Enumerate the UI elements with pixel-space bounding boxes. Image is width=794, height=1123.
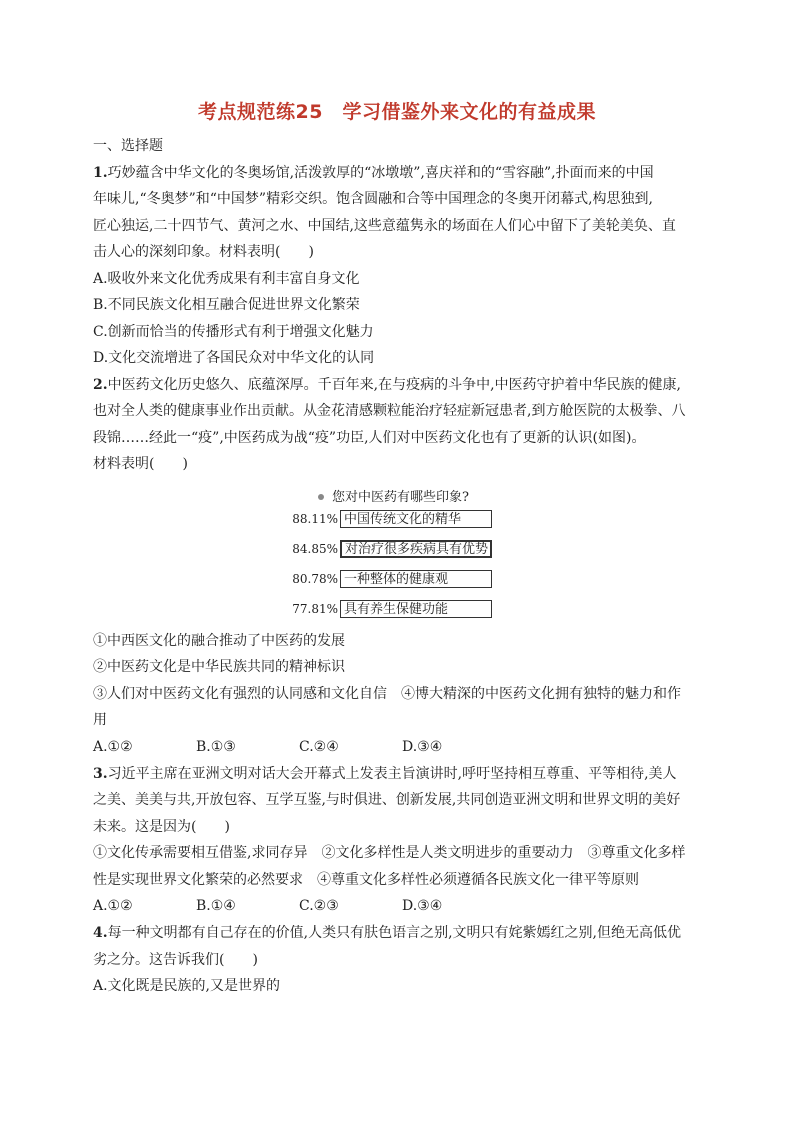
section-heading: 一、选择题 [93, 138, 163, 154]
choice-a: A.①② [93, 898, 133, 914]
choice-b: B.①③ [196, 738, 236, 755]
statement: ②中医药文化是中华民族共同的精神标识 [93, 659, 345, 675]
choice-c: C.②③ [299, 898, 339, 914]
option-d: D.文化交流增进了各国民众对中华文化的认同 [93, 350, 375, 366]
survey-label: 具有养生保健功能 [340, 600, 492, 618]
survey-label: 中国传统文化的精华 [340, 510, 492, 528]
statement: 用 [93, 712, 107, 728]
statement: 性是实现世界文化繁荣的必然要求 ④尊重文化多样性必须遵循各民族文化一律平等原则 [93, 871, 639, 888]
option-c: C.创新而恰当的传播形式有利于增强文化魅力 [93, 323, 374, 340]
survey-percent: 77.81% [292, 601, 338, 616]
question-line: 2.中医药文化历史悠久、底蕴深厚。千百年来,在与疫病的斗争中,中医药守护着中华民族的健康, [93, 376, 681, 393]
question-number: 3. [93, 765, 108, 782]
question-line: 劣之分。这告诉我们( ) [93, 951, 258, 968]
question-line: 也对全人类的健康事业作出贡献。从金花清感颗粒能治疗轻症新冠患者,到方舱医院的太极拳、八 [93, 403, 686, 419]
survey-figure [93, 484, 703, 624]
statement: ①文化传承需要相互借鉴,求同存异 ②文化多样性是人类文明进步的重要动力 ③尊重文化多样 [93, 845, 686, 861]
content-body [93, 133, 703, 1000]
statement: ③人们对中医药文化有强烈的认同感和文化自信 ④博大精深的中医药文化拥有独特的魅力和作 [93, 685, 681, 702]
bullet-icon [318, 494, 324, 500]
choice-d: D.③④ [402, 898, 443, 914]
question-line: 1.巧妙蕴含中华文化的冬奥场馆,活泼敦厚的“冰墩墩”,喜庆祥和的“雪容融”,扑面而来的中国 [93, 164, 654, 181]
question-line: 匠心独运,二十四节气、黄河之水、中国结,这些意蕴隽永的场面在人们心中留下了美轮美奂、直 [93, 217, 676, 234]
question-line: 4.每一种文明都有自己存在的价值,人类只有肤色语言之别,文明只有姹紫嫣红之别,但绝无高低优 [93, 925, 681, 941]
statement: ①中西医文化的融合推动了中医药的发展 [93, 632, 345, 649]
survey-label: 一种整体的健康观 [340, 570, 492, 588]
question-line: 材料表明( ) [93, 456, 188, 472]
question-line: 未来。这是因为( ) [93, 818, 230, 835]
answer-choices [93, 893, 703, 920]
question-4 [93, 920, 703, 1000]
question-number: 4. [93, 925, 108, 941]
option-b: B.不同民族文化相互融合促进世界文化繁荣 [93, 297, 360, 313]
question-1 [93, 160, 703, 372]
question-number: 2. [93, 376, 108, 393]
choice-a: A.①② [93, 738, 133, 755]
question-2 [93, 372, 703, 761]
question-line: 段锦……经此一“疫”,中医药成为战“疫”功臣,人们对中医药文化也有了更新的认识(如图)。 [93, 429, 646, 446]
question-line: 年味儿,“冬奥梦”和“中国梦”精彩交织。饱含圆融和合等中国理念的冬奥开闭幕式,构思独到, [93, 191, 653, 207]
question-3 [93, 761, 703, 921]
survey-percent: 88.11% [292, 511, 338, 526]
answer-choices [93, 734, 703, 761]
survey-percent: 80.78% [292, 571, 338, 586]
survey-label: 对治疗很多疾病具有优势 [340, 540, 492, 558]
question-number: 1. [93, 164, 108, 181]
page-title: 考点规范练25 学习借鉴外来文化的有益成果 [198, 101, 596, 123]
choice-c: C.②④ [299, 738, 339, 755]
survey-heading: 您对中医药有哪些印象? [318, 486, 469, 505]
question-line: 3.习近平主席在亚洲文明对话大会开幕式上发表主旨演讲时,呼吁坚持相互尊重、平等相待,美人 [93, 765, 677, 782]
choice-b: B.①④ [196, 898, 236, 914]
option-a: A.吸收外来文化优秀成果有利丰富自身文化 [93, 270, 360, 287]
option-a: A.文化既是民族的,又是世界的 [93, 978, 281, 994]
question-line: 击人心的深刻印象。材料表明( ) [93, 244, 314, 260]
question-line: 之美、美美与共,开放包容、互学互鉴,与时俱进、创新发展,共同创造亚洲文明和世界文明的美好 [93, 792, 681, 808]
choice-d: D.③④ [402, 738, 443, 755]
survey-percent: 84.85% [292, 541, 338, 556]
